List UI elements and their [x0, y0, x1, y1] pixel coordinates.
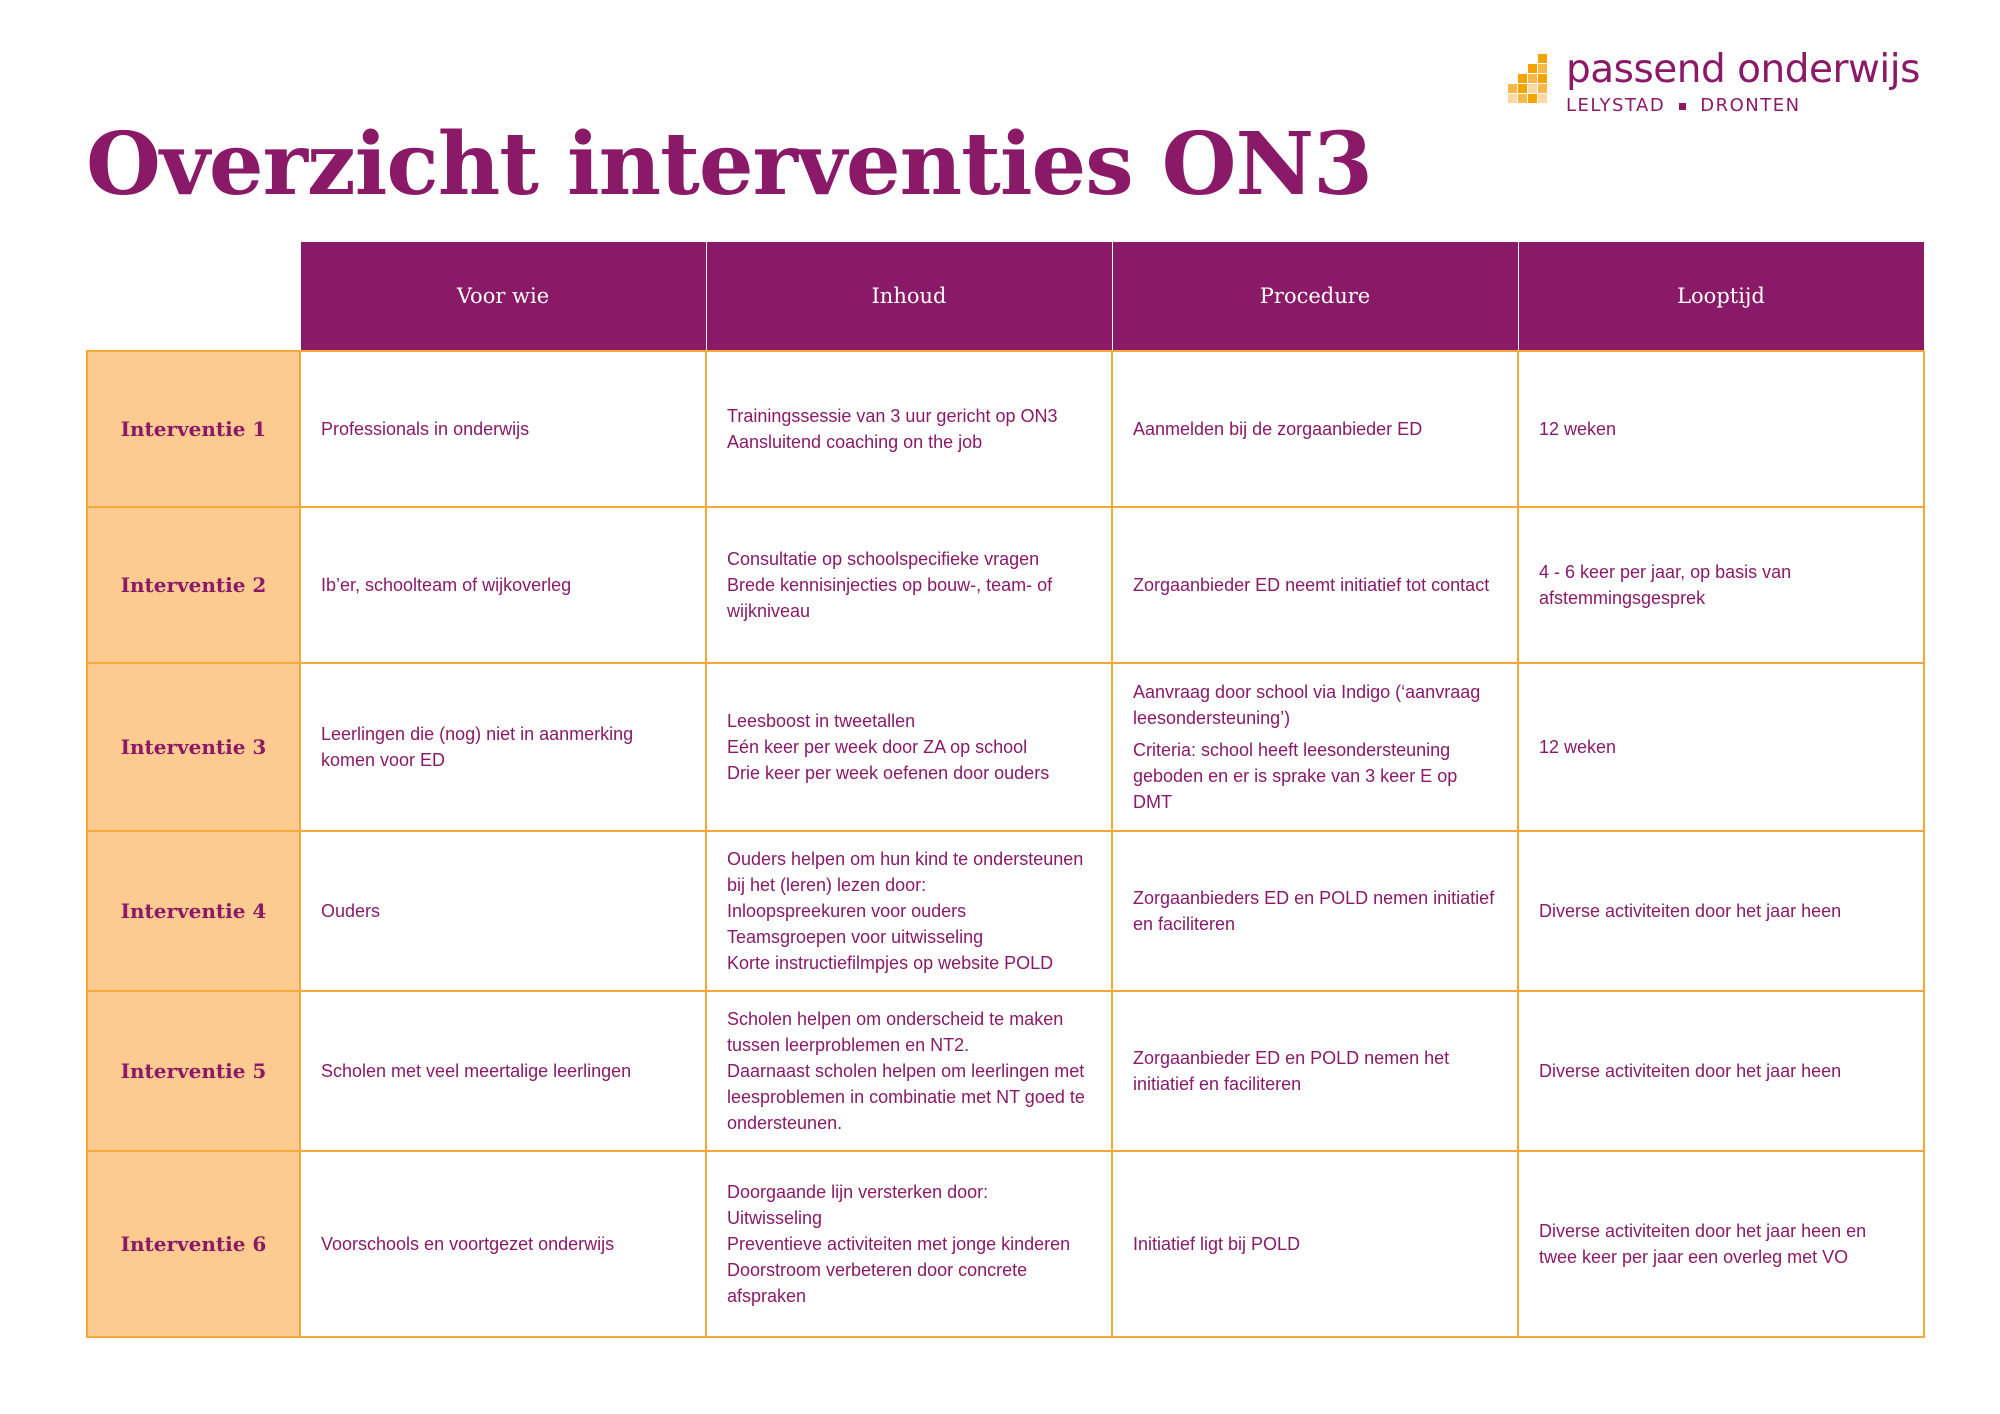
- table-row: [87, 507, 1924, 663]
- cell-line: Preventieve activiteiten met jonge kinderen: [727, 1234, 1071, 1254]
- header-voor-wie: Voor wie: [300, 242, 706, 351]
- table-row: [87, 351, 1924, 507]
- cell-line: Trainingssessie van 3 uur gericht op ON3: [727, 406, 1058, 426]
- row-heading: Interventie 6: [87, 1151, 300, 1337]
- table-row: [87, 1151, 1924, 1337]
- cell-procedure: [1112, 663, 1518, 831]
- cell-line: Initiatief ligt bij POLD: [1133, 1234, 1301, 1254]
- cell-looptijd: Diverse activiteiten door het jaar heen en twee keer per jaar een overleg met VO: [1518, 1151, 1924, 1337]
- cell-line: Zorgaanbieders ED en POLD nemen initiatief en faciliteren: [1133, 888, 1495, 934]
- row-heading: Interventie 5: [87, 991, 300, 1151]
- header-empty-cell: [87, 242, 300, 351]
- cell-procedure: [1112, 351, 1518, 507]
- cell-inhoud: [706, 663, 1112, 831]
- cell-line: Criteria: school heeft leesondersteuning geboden en er is sprake van 3 keer E op DMT: [1133, 740, 1458, 812]
- cell-procedure: [1112, 831, 1518, 991]
- page-title: Overzicht interventies ON3: [86, 114, 1372, 215]
- cell-inhoud: [706, 351, 1112, 507]
- table-row: [87, 663, 1924, 831]
- cell-line: Ouders helpen om hun kind te ondersteunen bij het (leren) lezen door:: [727, 849, 1084, 895]
- logo-separator: [1679, 103, 1686, 110]
- cell-voor-wie: Leerlingen die (nog) niet in aanmerking komen voor ED: [300, 663, 706, 831]
- cell-looptijd: 12 weken: [1518, 351, 1924, 507]
- cell-inhoud: [706, 831, 1112, 991]
- row-heading: Interventie 4: [87, 831, 300, 991]
- cell-procedure: [1112, 1151, 1518, 1337]
- cell-procedure: [1112, 991, 1518, 1151]
- cell-line: Doorstroom verbeteren door concrete afspraken: [727, 1260, 1028, 1306]
- row-heading: Interventie 1: [87, 351, 300, 507]
- cell-line: Drie keer per week oefenen door ouders: [727, 763, 1050, 783]
- cell-inhoud: [706, 1151, 1112, 1337]
- header-looptijd: Looptijd: [1518, 242, 1924, 351]
- cell-voor-wie: Voorschools en voortgezet onderwijs: [300, 1151, 706, 1337]
- cell-inhoud: [706, 991, 1112, 1151]
- cell-procedure: [1112, 507, 1518, 663]
- interventions-table: [86, 242, 1925, 1338]
- cell-line: Aanmelden bij de zorgaanbieder ED: [1133, 419, 1423, 439]
- cell-looptijd: Diverse activiteiten door het jaar heen: [1518, 991, 1924, 1151]
- cell-line: Inloopspreekuren voor ouders: [727, 901, 967, 921]
- cell-line: Zorgaanbieder ED neemt initiatief tot contact: [1133, 575, 1490, 595]
- cell-voor-wie: Professionals in onderwijs: [300, 351, 706, 507]
- cell-line: Doorgaande lijn versterken door:: [727, 1182, 989, 1202]
- logo-city-lelystad: LELYSTAD: [1566, 95, 1666, 116]
- cell-line: Teamsgroepen voor uitwisseling: [727, 927, 984, 947]
- cell-line: Eén keer per week door ZA op school: [727, 737, 1028, 757]
- row-heading: Interventie 3: [87, 663, 300, 831]
- cell-line: Brede kennisinjecties op bouw-, team- of wijkniveau: [727, 575, 1053, 621]
- cell-looptijd: 12 weken: [1518, 663, 1924, 831]
- cell-line: Scholen helpen om onderscheid te maken tussen leerproblemen en NT2.: [727, 1009, 1064, 1055]
- cell-line: Uitwisseling: [727, 1208, 823, 1228]
- cell-inhoud: [706, 507, 1112, 663]
- cell-line: Aansluitend coaching on the job: [727, 432, 983, 452]
- table-row: [87, 991, 1924, 1151]
- logo-name: passend onderwijs: [1566, 47, 1920, 92]
- row-heading: Interventie 2: [87, 507, 300, 663]
- cell-looptijd: 4 - 6 keer per jaar, op basis van afstemmingsgesprek: [1518, 507, 1924, 663]
- logo: [1508, 48, 1920, 118]
- header-procedure: Procedure: [1112, 242, 1518, 351]
- cell-voor-wie: Ib’er, schoolteam of wijkoverleg: [300, 507, 706, 663]
- cell-line: Leesboost in tweetallen: [727, 711, 916, 731]
- cell-line: Aanvraag door school via Indigo (‘aanvraag leesondersteuning’): [1133, 682, 1481, 728]
- cell-looptijd: Diverse activiteiten door het jaar heen: [1518, 831, 1924, 991]
- cell-line: Daarnaast scholen helpen om leerlingen met leesproblemen in combinatie met NT goed te ondersteunen.: [727, 1061, 1085, 1133]
- header-inhoud: Inhoud: [706, 242, 1112, 351]
- logo-subtitle: [1566, 94, 1920, 118]
- cell-line: Korte instructiefilmpjes op website POLD: [727, 953, 1054, 973]
- cell-voor-wie: Scholen met veel meertalige leerlingen: [300, 991, 706, 1151]
- table-row: [87, 831, 1924, 991]
- cell-line: Consultatie op schoolspecifieke vragen: [727, 549, 1040, 569]
- logo-city-dronten: DRONTEN: [1700, 95, 1801, 116]
- header-row: [87, 242, 1924, 351]
- cell-line: Zorgaanbieder ED en POLD nemen het initiatief en faciliteren: [1133, 1048, 1450, 1094]
- cell-voor-wie: Ouders: [300, 831, 706, 991]
- logo-mark-icon: [1508, 54, 1554, 108]
